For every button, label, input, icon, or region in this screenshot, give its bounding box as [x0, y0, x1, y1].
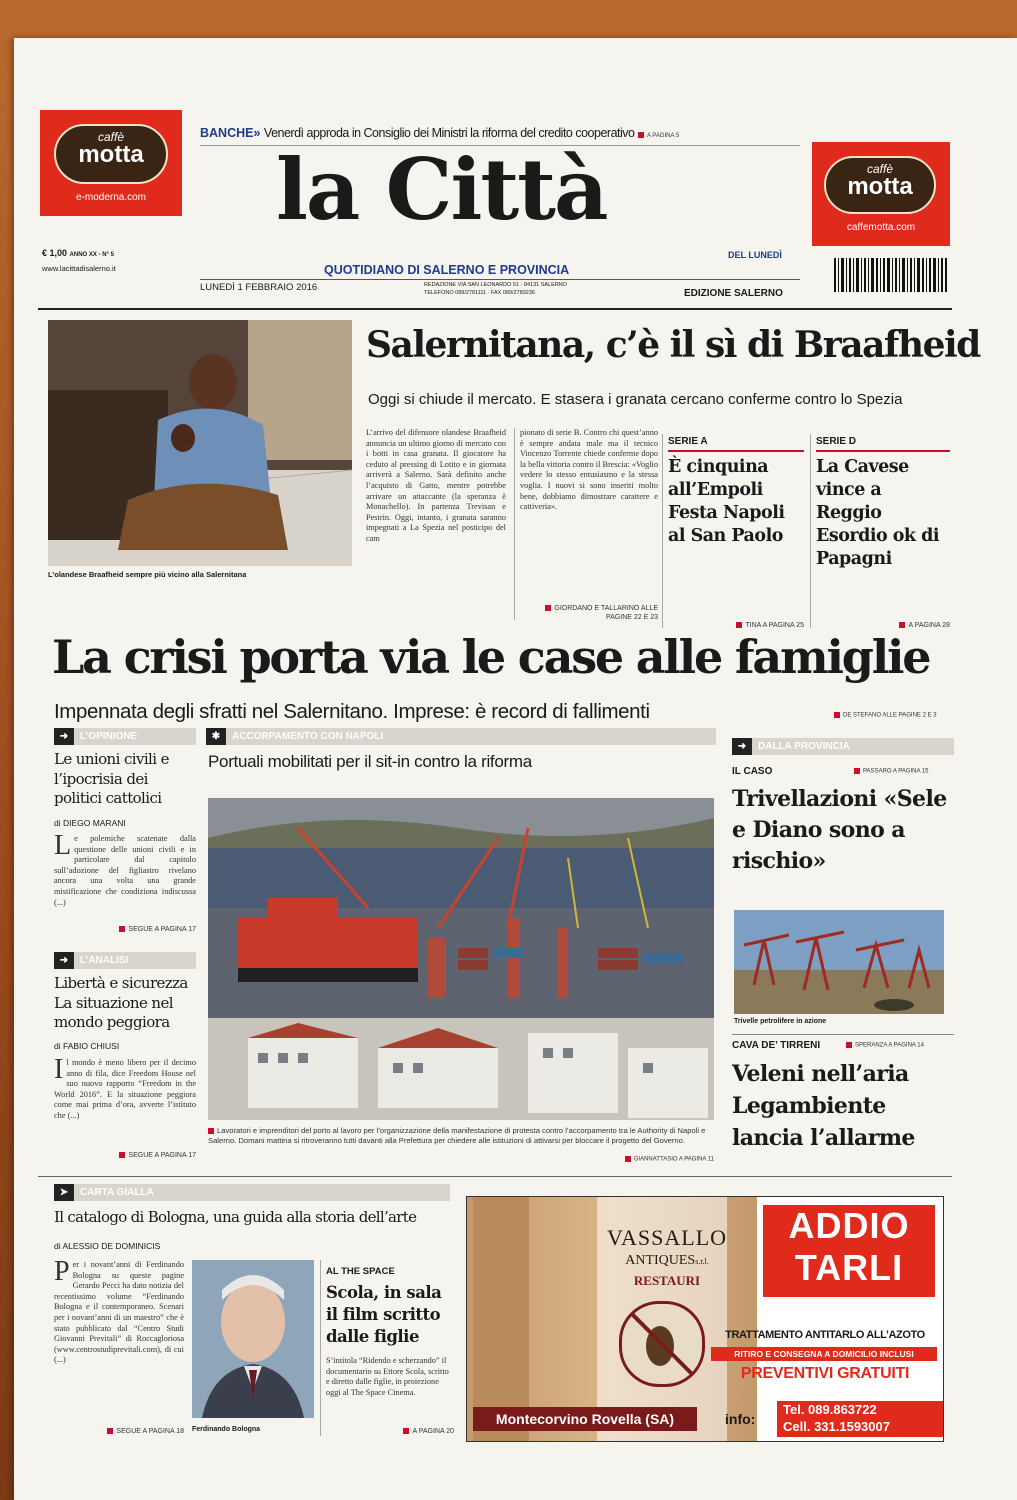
serie-d-kicker: SERIE D — [816, 436, 857, 447]
section-provincia: ➜ DALLA PROVINCIA — [732, 738, 954, 755]
tarli-text: TARLI — [794, 1247, 904, 1288]
carta-headline[interactable]: Il catalogo di Bologna, una guida alla storia dell’arte — [54, 1208, 417, 1226]
section-analisi: ➜ L’ANALISI — [54, 952, 196, 969]
addio-text: ADDIO — [788, 1205, 910, 1246]
addio-tarli-box — [763, 1205, 935, 1297]
issue-date: LUNEDÌ 1 FEBBRAIO 2016 — [200, 282, 318, 293]
motta-logo-left — [54, 124, 168, 184]
redazione-info — [424, 281, 567, 297]
masthead-title-suffix: DEL LUNEDÌ — [728, 250, 782, 260]
section-carta-gialla: ➤ CARTA GIALLA — [54, 1184, 450, 1201]
ad-caffe-motta-right — [812, 142, 950, 246]
bologna-photo — [192, 1260, 314, 1418]
lead-body-col2: pionato di serie B. Contro chi quest’anno è sempre andata male ma il tecnico Vincenzo Torrente chiede conferme dopo la bella vittoria contro il Brescia: «Voglio vedere lo stesso entusiasmo e la stessa voglia. I nuovi si sono inseriti molto bene, dobbiamo dimostrare carattere e cattiveria». — [520, 428, 658, 512]
section-accorpamento: ✱ ACCORPAMENTO CON NAPOLI — [206, 728, 716, 745]
advert-contacts — [777, 1401, 943, 1437]
serie-d-ref: A PAGINA 28 — [816, 622, 950, 629]
redazione-address: REDAZIONE VIA SAN LEONARDO 51 · 84131 SALERNO — [424, 282, 568, 288]
barcode — [832, 256, 950, 302]
cava-kicker-ref: SPERANZA A PAGINA 14 — [846, 1042, 924, 1049]
motta-site-right: caffemotta.com — [846, 222, 916, 233]
main-ref: DE STEFANO ALLE PAGINE 2 E 3 — [834, 712, 937, 719]
banner-ref: A PAGINA 5 — [646, 133, 680, 139]
price: € 1,00 — [42, 248, 68, 258]
opinione-headline[interactable]: Le unioni civili e l’ipocrisia dei politici cattolici — [54, 750, 169, 807]
vassallo-location: Montecorvino Rovella (SA) — [473, 1407, 697, 1431]
serie-a-ref: TINA A PAGINA 25 — [668, 622, 804, 629]
bologna-caption: Ferdinando Bologna — [192, 1426, 261, 1433]
port-ref: GIANNATTASIO A PAGINA 11 — [554, 1156, 714, 1163]
serie-a-kicker: SERIE A — [668, 436, 708, 447]
section-opinione: ➜ L’OPINIONE — [54, 728, 196, 745]
motta-small-left: caffè — [97, 130, 124, 144]
price-issue — [42, 248, 114, 258]
vassallo-restauri: RESTAURI — [633, 1273, 701, 1288]
banner-text: Venerdì approda in Consiglio dei Ministri la riforma del credito cooperativo — [263, 126, 635, 140]
no-woodworm-icon — [619, 1301, 705, 1387]
opinione-ref: SEGUE A PAGINA 17 — [54, 926, 196, 933]
analisi-author: di FABIO CHIUSI — [54, 1041, 120, 1051]
port-headline[interactable]: Portuali mobilitati per il sit-in contro la riforma — [208, 752, 532, 771]
lead-headline[interactable]: Salernitana, c’è il sì di Braafheid — [366, 324, 980, 366]
space-ref: A PAGINA 20 — [326, 1428, 454, 1435]
cava-kicker: CAVA DE’ TIRRENI — [732, 1040, 821, 1051]
advert-cell: Cell. 331.1593007 — [783, 1419, 890, 1434]
advert-line3: PREVENTIVI GRATUITI — [740, 1365, 910, 1382]
serie-d-headline: La Cavese vince a Reggio Esordio ok di Papagni — [816, 457, 940, 569]
carta-body: Per i novant’anni di Ferdinando Bologna su queste pagine Gerardo Pecci ha dato notizia del recentissimo volume “Ferdinando Bologna e il contemporaneo. Scenari per i novant’anni di un maestro” che è stato pubblicato dal “Centro Studi Giovanni Previtali” di Roccagloriosa (www.centrostudiprevitali.com), di cui (...) — [54, 1260, 184, 1365]
carta-ref: SEGUE A PAGINA 18 — [54, 1428, 184, 1435]
lead-standfirst: Oggi si chiude il mercato. E stasera i granata cercano conferme contro lo Spezia — [368, 391, 903, 408]
opinione-author: di DIEGO MARANI — [54, 818, 126, 828]
redazione-phone: TELEFONO 089/2781111 · FAX 089/2783236 — [424, 290, 535, 296]
masthead-subtitle: QUOTIDIANO DI SALERNO E PROVINCIA — [324, 263, 570, 277]
serie-a-headline: È cinquina all’Empoli Festa Napoli al San Paolo — [668, 457, 785, 546]
lead-body-col1: L’arrivo del difensore olandese Braafheid annuncia un ultimo giorno di mercato con i botti in casa granata. Il giocatore ha ceduto al pressing di Lotito e in giornata arriverà a Salerno. Sarà definito anche l’acquisto di Gatto, mentre potrebbe arrivare un attaccante (la speranza è Monachello). In partenza Trevisan e Pestrin. Oggi, intanto, i granata saranno impegnati a La Spezia nel posticipo del cam — [366, 428, 506, 543]
space-kicker: AL THE SPACE — [326, 1266, 395, 1277]
newspaper-page — [14, 38, 1017, 1500]
website-link[interactable]: www.lacittadisalerno.it — [42, 264, 116, 273]
cava-headline[interactable]: Veleni nell’aria Legambiente lancia l’allarme — [732, 1061, 915, 1151]
ad-caffe-motta-left — [40, 110, 182, 216]
motta-site-left: e-moderna.com — [75, 192, 147, 203]
advert-line2: RITIRO E CONSEGNA A DOMICILIO INCLUSI — [711, 1347, 937, 1361]
carta-author: di ALESSIO DE DOMINICIS — [54, 1241, 161, 1251]
analisi-body: Il mondo è meno libero per il decimo anno di fila, dice Freedom House nel suo nuovo rapporto “Freedom in the World 2016”. E la situazione peggiora come mai prima d’ora, avverte l’istituto che (...) — [54, 1058, 196, 1120]
motta-logo-right — [824, 156, 936, 214]
trivelle-photo — [734, 910, 944, 1014]
masthead-title: la Città — [276, 140, 607, 239]
vassallo-advert[interactable] — [466, 1196, 944, 1442]
serie-a-box[interactable] — [668, 436, 804, 548]
issue-number: ANNO XX - N° 5 — [69, 252, 114, 258]
lead-ref: GIORDANO E TALLARINO ALLE PAGINE 22 E 23 — [520, 604, 658, 622]
motta-brand-right: motta — [847, 173, 913, 200]
space-body: S’intitola “Ridendo e scherzando” il documentario su Ettore Scola, scritto e diretto dalle figlie, in proiezione oggi al The Space Cinema. — [326, 1356, 449, 1397]
main-standfirst: Impennata degli sfratti nel Salernitano. Imprese: è record di fallimenti — [54, 700, 650, 723]
analisi-headline[interactable]: Libertà e sicurezza La situazione nel mondo peggiora — [54, 974, 188, 1031]
vassallo-brand2: ANTIQUESs.r.l. — [625, 1253, 709, 1268]
advert-line1: TRATTAMENTO ANTITARLO ALL’AZOTO — [725, 1329, 925, 1341]
serie-d-box[interactable] — [816, 436, 950, 571]
analisi-ref: SEGUE A PAGINA 17 — [54, 1152, 196, 1159]
advert-wood-panel — [467, 1197, 757, 1441]
banner-label: BANCHE — [200, 126, 254, 140]
edition-label: EDIZIONE SALERNO — [684, 288, 783, 299]
motta-brand-left: motta — [78, 141, 144, 168]
lead-photo-caption: L’olandese Braafheid sempre più vicino alla Salernitana — [48, 570, 247, 579]
main-headline[interactable]: La crisi porta via le case alle famiglie — [52, 630, 930, 684]
trivelle-caption: Trivelle petrolifere in azione — [734, 1018, 827, 1025]
provincia-kicker: IL CASO — [732, 766, 773, 777]
advert-tel: Tel. 089.863722 — [783, 1402, 877, 1417]
provincia-headline[interactable]: Trivellazioni «Sele e Diano sono a rischio» — [732, 786, 947, 874]
motta-small-right: caffè — [866, 162, 893, 176]
space-headline[interactable]: Scola, in sala il film scritto dalle figlie — [326, 1283, 442, 1346]
opinione-body: Le polemiche scatenate dalla questione delle unioni civili e in particolare dal capitolo sull’adozione del figliastro rivelano ancora una volta una grande mistificazione che condiziona indiscussa (...) — [54, 834, 196, 907]
port-photo — [208, 798, 714, 1120]
vassallo-brand: VASSALLO — [606, 1225, 728, 1250]
top-banner[interactable]: BANCHE» Venerdì approda in Consiglio dei Ministri la riforma del credito cooperativo A PAGINA 5 — [200, 126, 680, 140]
port-caption: Lavoratori e imprenditori del porto al lavoro per l’organizzazione della manifestazione di protesta contro l’accorpamento tra le Authority di Napoli e Salerno. Domani mattina si ritroveranno tutti davanti alla Prefettura per chiedere alle istituzioni di attivarsi per bloccare il progetto del Governo. — [208, 1126, 706, 1145]
provincia-kicker-ref: PASSARO A PAGINA 15 — [854, 768, 928, 775]
advert-info-label: info: — [725, 1411, 756, 1427]
braafheid-photo — [48, 320, 352, 566]
